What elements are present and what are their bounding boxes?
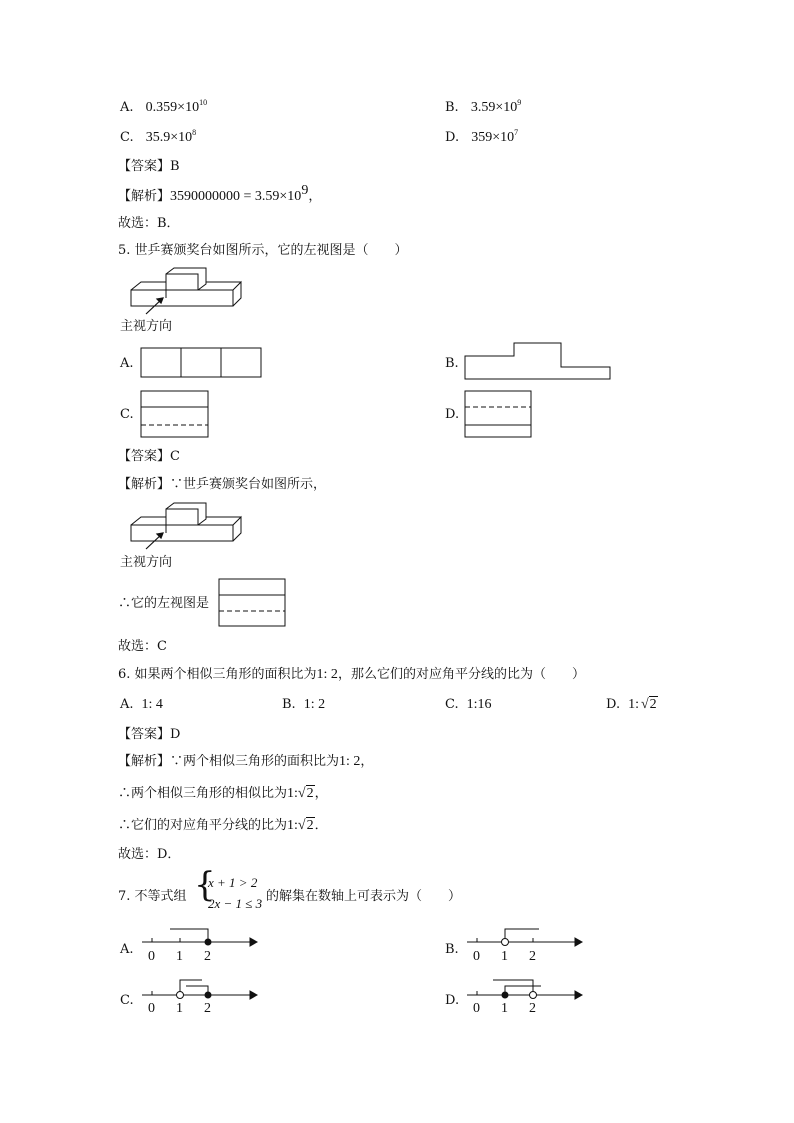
option-label: C.: [120, 130, 134, 145]
q4-option-c: [120, 128, 197, 145]
q7-option-d-numberline: [463, 976, 585, 1000]
q5-option-a-figure: [140, 347, 264, 379]
q5-therefore: ∴它的左视图是: [118, 596, 210, 611]
q5-question: 5. 世乒赛颁奖台如图所示，它的左视图是（ ）: [118, 243, 408, 258]
q7-option-c-label: C.: [120, 993, 134, 1008]
q6-analysis-3: ∴它们的对应角平分线的比为1:√2．: [118, 818, 328, 833]
q5-option-a-label: A.: [120, 356, 134, 371]
inequality-2: 2x − 1 ≤ 3: [208, 896, 263, 911]
option-label: A.: [120, 100, 134, 115]
brace-icon: {: [194, 865, 216, 905]
option-value: $3.59\times 10^9$: [470, 98, 522, 115]
q4-option-b: [445, 98, 522, 115]
q6-analysis-2: ∴两个相似三角形的相似比为1:√2，: [118, 786, 328, 801]
sqrt-sign: √: [297, 786, 306, 801]
sqrt-sign: √: [640, 697, 649, 712]
option-value: $35.9\times 10^8$: [145, 128, 197, 145]
q7-option-b-label: B.: [445, 942, 459, 957]
q7-option-b-numberline: [463, 925, 585, 949]
q6-option-b: B. 1: 2: [282, 697, 326, 712]
tick-label: 1: [176, 1001, 183, 1016]
q7-inequality-system: [194, 865, 266, 916]
q7-option-d-label: D.: [445, 993, 460, 1008]
q7-question-prefix: 7. 不等式组: [118, 889, 187, 904]
q4-option-d: [445, 128, 519, 145]
podium-figure: [128, 268, 248, 318]
sqrt-sign: √: [297, 818, 306, 833]
tick-label: 0: [148, 949, 155, 964]
option-label: D.: [445, 130, 460, 145]
q5-option-b-label: B.: [445, 356, 459, 371]
tick-label: 2: [529, 949, 536, 964]
q5-direction-label: 主视方向: [120, 319, 173, 334]
q6-analysis-1: 【解析】∵两个相似三角形的面积比为1: 2，: [118, 754, 374, 769]
option-label: B.: [445, 100, 459, 115]
q4-conclusion: 故选：B．: [118, 216, 180, 231]
option-value: $0.359\times 10^{10}$: [145, 98, 208, 115]
q4-option-a: [120, 98, 208, 115]
q5-option-d-figure: [464, 390, 536, 440]
q6-conclusion: 故选：D．: [118, 847, 181, 862]
podium-figure-2: [128, 503, 248, 553]
q5-option-d-label: D.: [445, 407, 460, 422]
tick-label: 2: [204, 949, 211, 964]
tick-label: 0: [148, 1001, 155, 1016]
q6-question: 6. 如果两个相似三角形的面积比为1: 2，那么它们的对应角平分线的比为（ ）: [118, 667, 585, 682]
q5-option-c-figure: [140, 390, 212, 440]
q6-option-a: A. 1: 4: [120, 697, 163, 712]
tick-label: 0: [473, 949, 480, 964]
q7-option-a-numberline: [138, 925, 260, 949]
q5-conclusion: 故选：C: [118, 639, 167, 654]
q5-option-c-label: C.: [120, 407, 134, 422]
tick-label: 1: [176, 949, 183, 964]
tick-label: 1: [501, 949, 508, 964]
q5-analysis: 【解析】∵世乒赛颁奖台如图所示，: [118, 477, 327, 492]
q5-answer: 【答案】C: [118, 449, 180, 464]
q4-analysis: 【解析】$3590000000 = 3.59\times 10^9$，: [118, 183, 322, 204]
tick-label: 2: [529, 1001, 536, 1016]
q5-option-b-figure: [464, 342, 614, 382]
q7-option-a-label: A.: [120, 942, 134, 957]
tick-label: 1: [501, 1001, 508, 1016]
tick-label: 0: [473, 1001, 480, 1016]
q6-option-d: D. 1: √2: [606, 697, 657, 712]
inequality-1: x + 1 > 2: [208, 875, 258, 890]
tick-label: 2: [204, 1001, 211, 1016]
option-value: $359\times 10^7$: [471, 128, 519, 145]
q7-option-c-numberline: [138, 976, 260, 1000]
q6-answer: 【答案】D: [118, 727, 181, 742]
q5-left-view-figure: [218, 578, 290, 630]
q5-direction-label-2: 主视方向: [120, 555, 173, 570]
q4-answer: 【答案】B: [118, 159, 180, 174]
q6-option-c: C. 1:16: [445, 697, 492, 712]
q7-question-suffix: 的解集在数轴上可表示为（ ）: [266, 889, 462, 904]
